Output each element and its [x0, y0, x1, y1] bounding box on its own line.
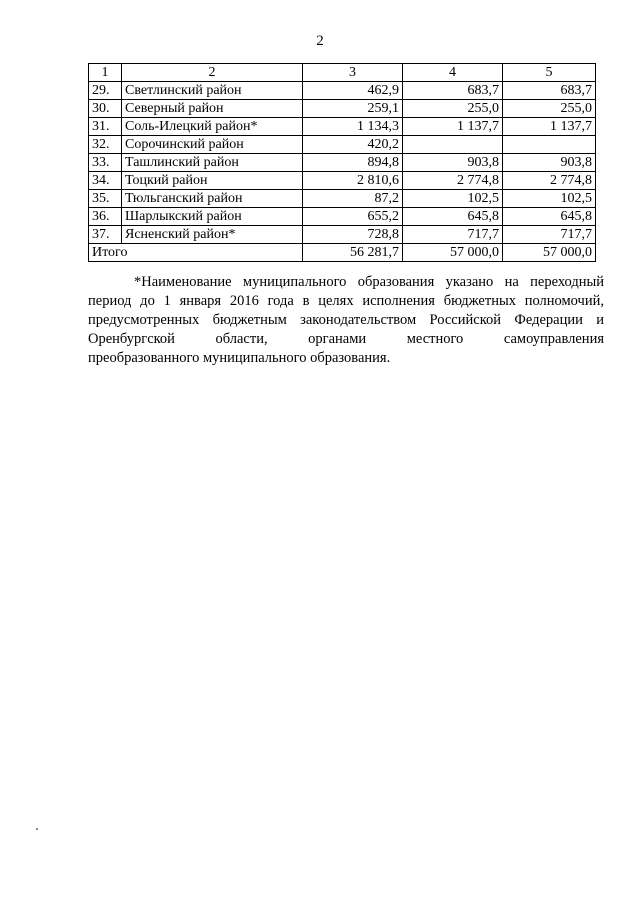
row-number-cell: 30. — [89, 100, 122, 118]
row-number-cell: 34. — [89, 172, 122, 190]
table-total-row — [89, 244, 596, 262]
page-number: 2 — [316, 33, 324, 49]
value-col4-cell — [403, 136, 503, 154]
row-number-cell: 29. — [89, 82, 122, 100]
district-name-cell: Тюльганский район — [122, 190, 303, 208]
value-col3-cell: 894,8 — [303, 154, 403, 172]
row-number-cell: 36. — [89, 208, 122, 226]
value-col5-cell: 683,7 — [503, 82, 596, 100]
value-col3-cell: 2 810,6 — [303, 172, 403, 190]
total-v3-cell: 56 281,7 — [303, 244, 403, 262]
district-name-cell: Ясненский район* — [122, 226, 303, 244]
value-col4-cell: 102,5 — [403, 190, 503, 208]
value-col3-cell: 728,8 — [303, 226, 403, 244]
value-col3-cell: 420,2 — [303, 136, 403, 154]
scan-speck — [36, 828, 38, 830]
header-cell-2: 2 — [122, 64, 303, 82]
header-cell-3: 3 — [303, 64, 403, 82]
header-cell-1: 1 — [89, 64, 122, 82]
value-col4-cell: 1 137,7 — [403, 118, 503, 136]
value-col5-cell: 717,7 — [503, 226, 596, 244]
value-col3-cell: 655,2 — [303, 208, 403, 226]
value-col5-cell — [503, 136, 596, 154]
row-number-cell: 32. — [89, 136, 122, 154]
value-col4-cell: 683,7 — [403, 82, 503, 100]
value-col5-cell: 255,0 — [503, 100, 596, 118]
district-name-cell: Сорочинский район — [122, 136, 303, 154]
table-row — [89, 82, 596, 100]
value-col4-cell: 255,0 — [403, 100, 503, 118]
value-col3-cell: 259,1 — [303, 100, 403, 118]
total-v4-cell: 57 000,0 — [403, 244, 503, 262]
table-row — [89, 136, 596, 154]
total-label-cell: Итого — [89, 244, 303, 262]
value-col3-cell: 1 134,3 — [303, 118, 403, 136]
district-name-cell: Тоцкий район — [122, 172, 303, 190]
footnote — [88, 273, 604, 368]
value-col4-cell: 645,8 — [403, 208, 503, 226]
footnote-line: Оренбургской области, органами местного самоуправления — [88, 331, 604, 347]
value-col5-cell: 1 137,7 — [503, 118, 596, 136]
row-number-cell: 37. — [89, 226, 122, 244]
row-number-cell: 31. — [89, 118, 122, 136]
district-name-cell: Шарлыкский район — [122, 208, 303, 226]
footnote-line: преобразованного муниципального образования. — [88, 350, 391, 366]
table-row — [89, 190, 596, 208]
value-col4-cell: 2 774,8 — [403, 172, 503, 190]
table-row — [89, 226, 596, 244]
value-col5-cell: 645,8 — [503, 208, 596, 226]
header-cell-4: 4 — [403, 64, 503, 82]
footnote-line: период до 1 января 2016 года в целях исполнения бюджетных полномочий, — [88, 293, 604, 309]
value-col4-cell: 717,7 — [403, 226, 503, 244]
district-name-cell: Ташлинский район — [122, 154, 303, 172]
value-col5-cell: 2 774,8 — [503, 172, 596, 190]
table-row — [89, 208, 596, 226]
value-col3-cell: 462,9 — [303, 82, 403, 100]
district-name-cell: Соль-Илецкий район* — [122, 118, 303, 136]
row-number-cell: 33. — [89, 154, 122, 172]
table-row — [89, 154, 596, 172]
table-row — [89, 172, 596, 190]
value-col3-cell: 87,2 — [303, 190, 403, 208]
header-cell-5: 5 — [503, 64, 596, 82]
table-header-row — [89, 64, 596, 82]
value-col5-cell: 903,8 — [503, 154, 596, 172]
district-name-cell: Светлинский район — [122, 82, 303, 100]
row-number-cell: 35. — [89, 190, 122, 208]
district-name-cell: Северный район — [122, 100, 303, 118]
table-row — [89, 118, 596, 136]
footnote-line: предусмотренных бюджетным законодательством Российской Федерации и — [88, 312, 604, 328]
value-col5-cell: 102,5 — [503, 190, 596, 208]
value-col4-cell: 903,8 — [403, 154, 503, 172]
total-v5-cell: 57 000,0 — [503, 244, 596, 262]
table-row — [89, 100, 596, 118]
footnote-line: *Наименование муниципального образования указано на переходный — [134, 274, 604, 290]
budget-table — [88, 63, 596, 262]
